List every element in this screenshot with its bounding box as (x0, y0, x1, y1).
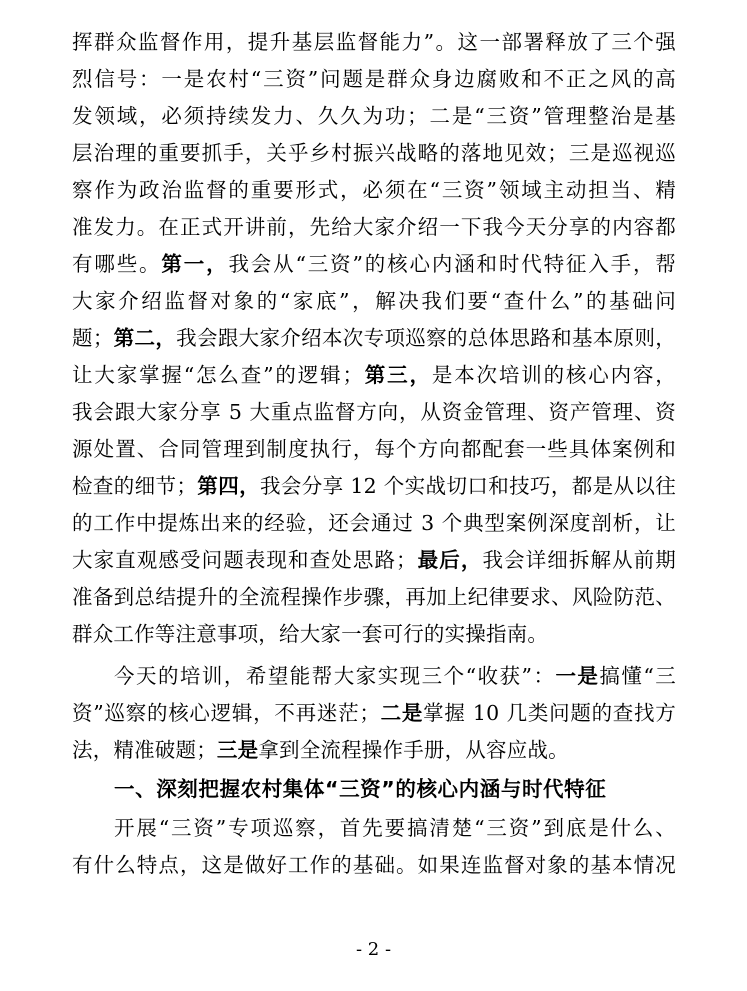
section-heading: 一、深刻把握农村集体“三资”的核心内涵与时代特征 (114, 777, 607, 801)
body-text: 我会详细拆解从前期 (482, 548, 676, 572)
body-line: 群众工作等注意事项，给大家一套可行的实操指南。 (72, 622, 549, 646)
emphasis-text: 最后， (416, 548, 483, 572)
body-line: 的工作中提炼出来的经验，还会通过 3 个典型案例深度剖析，让 (72, 511, 676, 535)
emphasis-text: 第四， (197, 474, 260, 498)
body-line: 准发力。在正式开讲前，先给大家介绍一下我今天分享的内容都 (72, 215, 676, 239)
body-line (72, 542, 676, 578)
emphasis-text: 第三， (363, 363, 432, 387)
body-line: 有什么特点，这是做好工作的基础。如果连监督对象的基本情况 (72, 853, 676, 877)
body-text: 拿到全流程操作手册，从容应战。 (258, 738, 569, 762)
paragraph-first-line: 开展“三资”专项巡察，首先要搞清楚“三资”到底是什么、 (114, 816, 676, 840)
body-text: 今天的培训，希望能帮大家实现三个“收获”： (114, 664, 556, 688)
body-line: 大家介绍监督对象的“家底”，解决我们要“查什么”的基础问 (72, 289, 676, 313)
emphasis-text: 一是 (555, 664, 600, 688)
emphasis-text: 第一， (161, 252, 229, 276)
body-line (72, 246, 676, 282)
body-text: 搞懂“三 (599, 664, 676, 688)
body-text: 大家直观感受问题表现和查处思路； (72, 548, 417, 572)
emphasis-text: 三是 (216, 738, 259, 762)
body-line: 我会跟大家分享 5 大重点监督方向，从资金管理、资产管理、资 (72, 400, 676, 424)
body-text: 掌握 10 几类问题的查找方 (423, 701, 676, 725)
body-line: 层治理的重要抓手，关乎乡村振兴战略的落地见效；三是巡视巡 (72, 141, 676, 165)
body-text: 题； (72, 326, 114, 350)
body-text: 是本次培训的核心内容， (431, 363, 676, 387)
body-text: 我会从“三资”的核心内涵和时代特征入手，帮 (228, 252, 676, 276)
paragraph-first-line (114, 658, 676, 694)
body-text: 检查的细节； (72, 474, 198, 498)
body-line: 源处置、合同管理到制度执行，每个方向都配套一些具体案例和 (72, 437, 676, 461)
body-text: 有哪些。 (72, 252, 162, 276)
body-text: 我会分享 12 个实战切口和技巧，都是从以往 (259, 474, 676, 498)
body-text: 让大家掌握“怎么查”的逻辑； (72, 363, 364, 387)
body-line (72, 320, 676, 356)
body-line (72, 695, 676, 731)
body-line: 挥群众监督作用，提升基层监督能力”。这一部署释放了三个强 (72, 30, 676, 54)
body-text: 我会跟大家介绍本次专项巡察的总体思路和基本原则， (176, 326, 676, 350)
page-number: - 2 - (355, 939, 392, 960)
body-line (72, 357, 676, 393)
body-line: 烈信号：一是农村“三资”问题是群众身边腐败和不正之风的高 (72, 67, 676, 91)
body-text: 法，精准破题； (72, 738, 217, 762)
emphasis-text: 二是 (380, 701, 424, 725)
body-text: 资”巡察的核心逻辑，不再迷茫； (72, 701, 381, 725)
body-line: 准备到总结提升的全流程操作步骤，再加上纪律要求、风险防范、 (72, 585, 676, 609)
body-line (72, 468, 676, 504)
body-line (72, 732, 676, 768)
emphasis-text: 第二， (113, 326, 177, 350)
body-line: 发领域，必须持续发力、久久为功；二是“三资”管理整治是基 (72, 104, 676, 128)
body-line: 察作为政治监督的重要形式，必须在“三资”领域主动担当、精 (72, 178, 676, 202)
